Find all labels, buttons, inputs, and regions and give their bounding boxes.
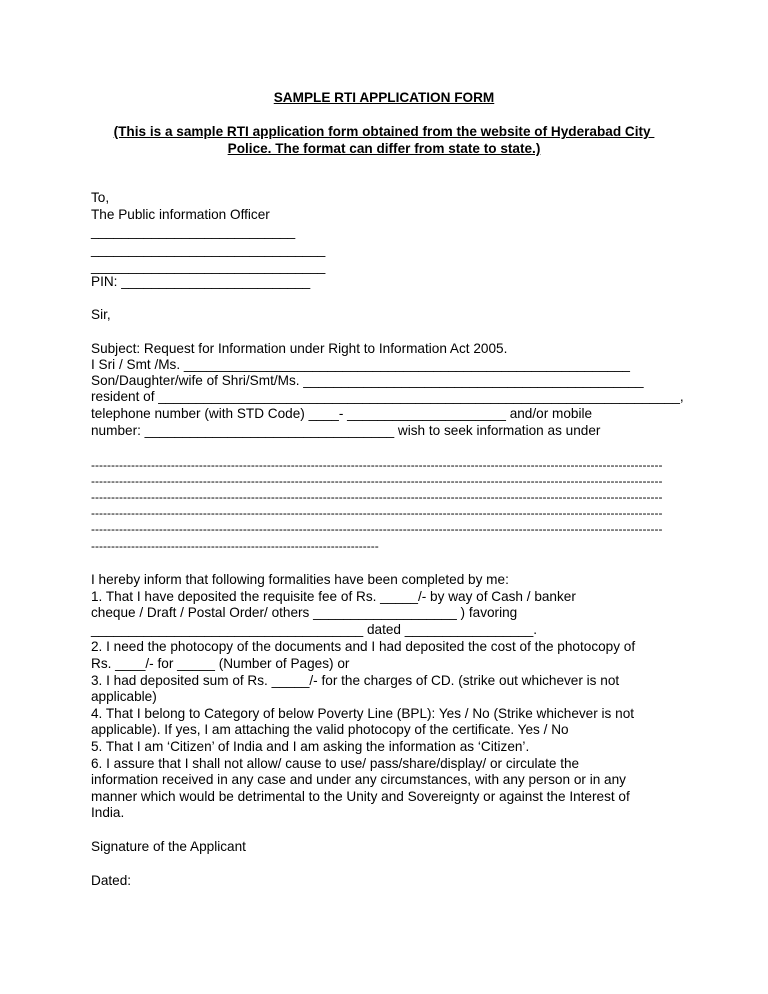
signature-label: Signature of the Applicant	[91, 839, 246, 854]
formalities-line: India.	[91, 805, 125, 820]
body-line: number: _________________________________ wish to seek information as under	[91, 423, 601, 438]
note-line-1: (This is a sample RTI application form obtained from the website of Hyderabad City	[113, 124, 655, 139]
body-line: Subject: Request for Information under Right to Information Act 2005.	[91, 341, 508, 356]
formalities-line: 6. I assure that I shall not allow/ cause to use/ pass/share/display/ or circulate the	[91, 756, 580, 771]
formalities-line: information received in any case and under any circumstances, with any person or in any	[91, 772, 626, 787]
body-line: Son/Daughter/wife of Shri/Smt/Ms. _____________________________________________	[91, 373, 644, 388]
formalities-line: 1. That I have deposited the requisite fee of Rs. _____/- by way of Cash / banker	[91, 589, 576, 604]
body-line: resident of _____________________________________________________________________,	[91, 389, 684, 404]
formalities-line: manner which would be detrimental to the Unity and Sovereignty or against the Interest of	[91, 789, 630, 804]
formalities-line: Rs. ____/- for _____ (Number of Pages) or	[91, 656, 350, 671]
formalities-line: cheque / Draft / Postal Order/ others ___________________ ) favoring	[91, 605, 518, 620]
address-to: To,	[91, 190, 110, 205]
formalities-line: I hereby inform that following formalities have been completed by me:	[91, 572, 509, 587]
dash-line: -----------------------------------------------------------------------------------------------------------------------------------------------	[91, 522, 663, 536]
formalities-line: 3. I had deposited sum of Rs. _____/- for the charges of CD. (strike out whichever is not	[91, 673, 620, 688]
formalities-line: 4. That I belong to Category of below Poverty Line (BPL): Yes / No (Strike whichever is not	[91, 706, 635, 721]
address-officer: The Public information Officer	[91, 207, 270, 222]
address-blank-1: ___________________________	[91, 224, 296, 239]
formalities-line: 5. That I am ‘Citizen’ of India and I am asking the information as ‘Citizen’.	[91, 739, 530, 754]
dated-label: Dated:	[91, 873, 132, 888]
dash-line: -----------------------------------------------------------------------------------------------------------------------------------------------	[91, 490, 663, 504]
address-blank-3: _______________________________	[91, 259, 326, 274]
body-line: telephone number (with STD Code) ____- _____________________ and/or mobile	[91, 406, 593, 421]
body-line: I Sri / Smt /Ms. ___________________________________________________________	[91, 357, 630, 372]
dash-line: -----------------------------------------------------------------------------------------------------------------------------------------------	[91, 506, 663, 520]
dash-line: -----------------------------------------------------------------------------------------------------------------------------------------------	[91, 458, 663, 472]
formalities-line: applicable). If yes, I am attaching the valid photocopy of the certificate. Yes / No	[91, 722, 569, 737]
dash-line: -----------------------------------------------------------------------------------------------------------------------------------------------	[91, 474, 663, 488]
formalities-line: applicable)	[91, 689, 157, 704]
note-line-2: Police. The format can differ from state to state.)	[227, 141, 541, 156]
formalities-line: 2. I need the photocopy of the documents and I had deposited the cost of the photocopy of	[91, 639, 636, 654]
form-title: SAMPLE RTI APPLICATION FORM	[273, 90, 495, 105]
address-blank-2: _______________________________	[91, 242, 326, 257]
address-pin: PIN: _________________________	[91, 274, 311, 289]
dash-line: ------------------------------------------------------------------------	[91, 539, 379, 553]
salutation: Sir,	[91, 307, 111, 322]
formalities-line: ____________________________________ dated _________________.	[91, 622, 538, 637]
